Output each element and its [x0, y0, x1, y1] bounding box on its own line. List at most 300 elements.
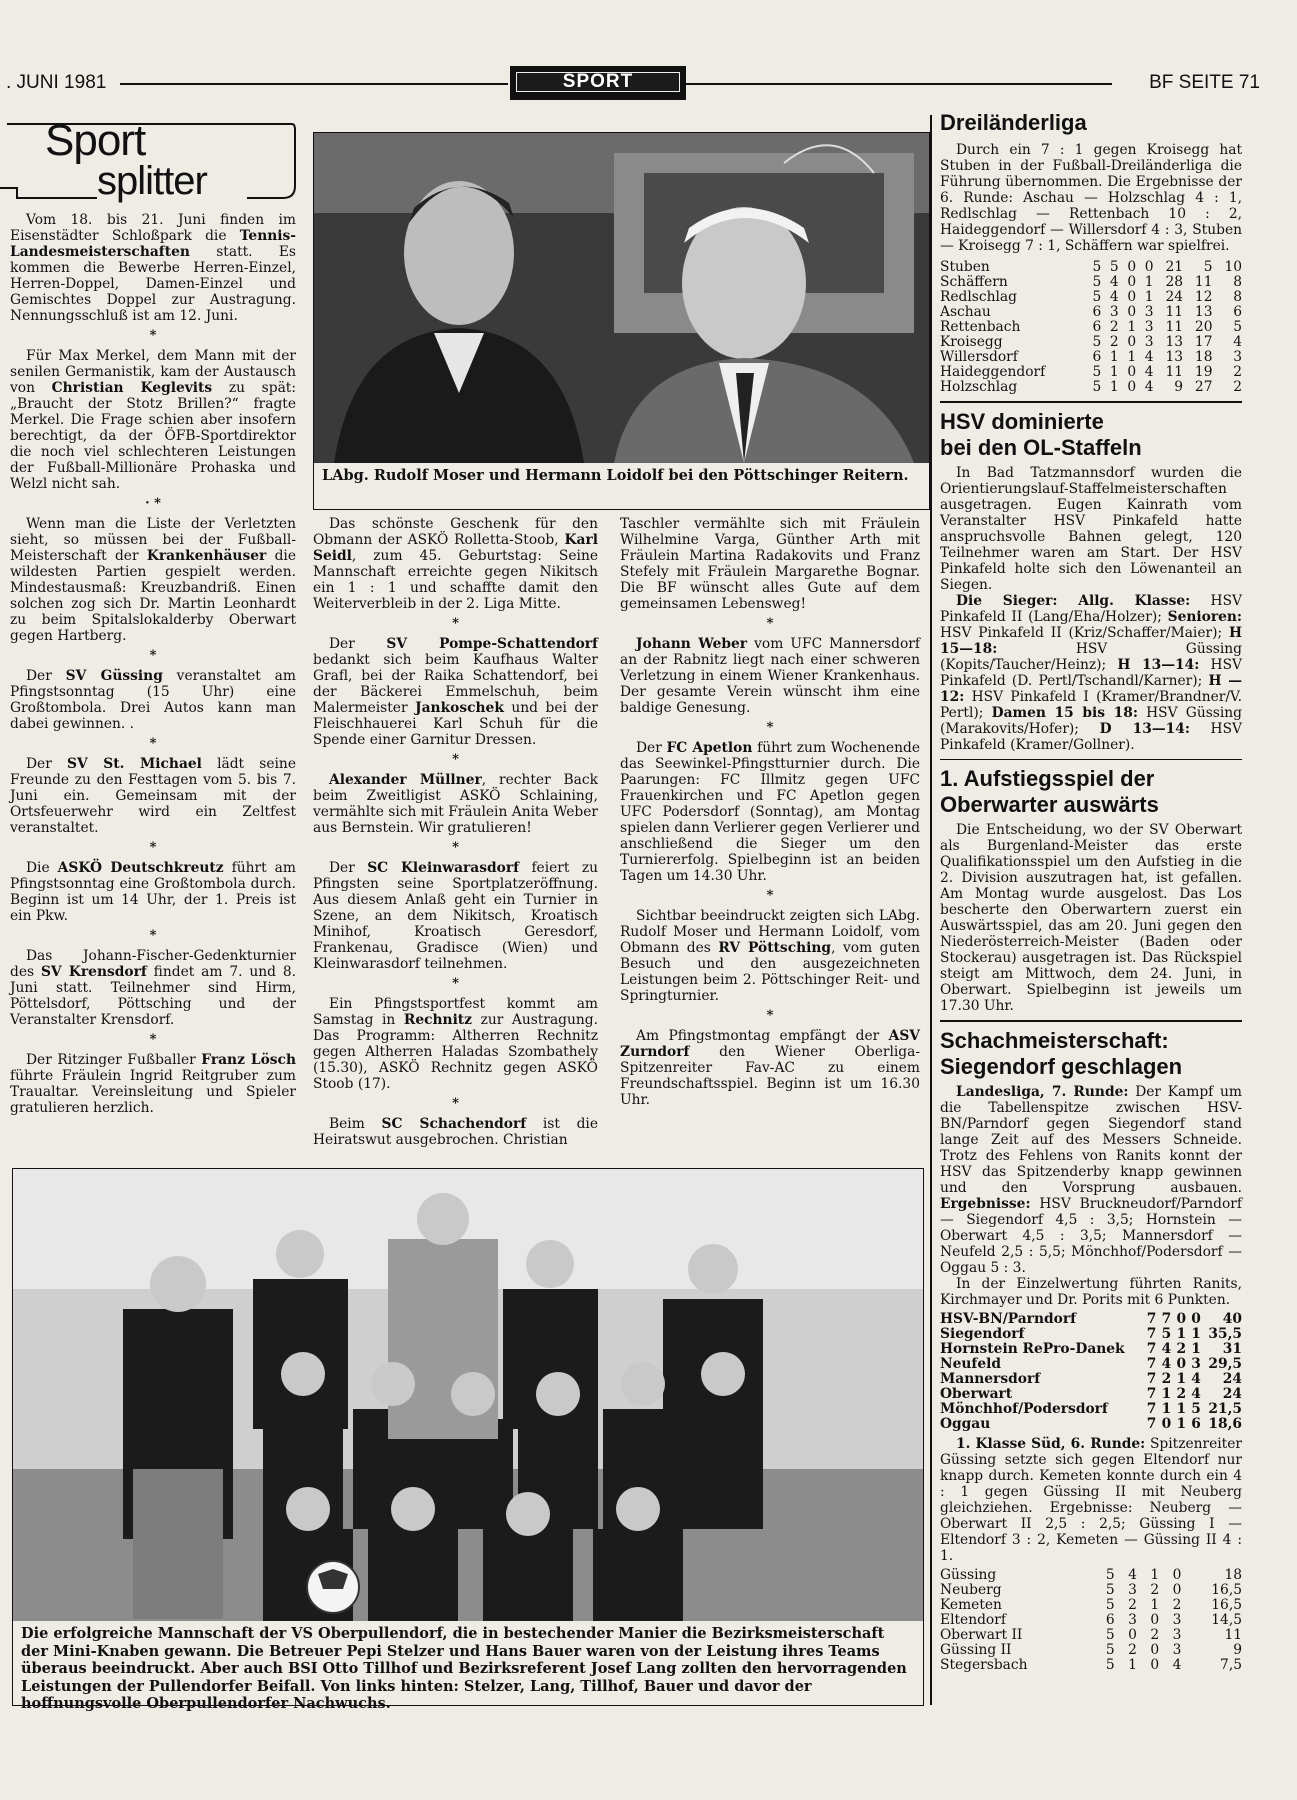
stat-cell: 1: [1161, 1385, 1172, 1402]
stat-cell: 8: [1233, 274, 1242, 290]
stat-cell: 1: [1127, 319, 1137, 335]
stat-cell: 5: [1105, 1566, 1115, 1583]
table-row: [940, 320, 1242, 335]
team-name: Haideggendorf: [940, 364, 1046, 380]
dreilaenderliga-table: [940, 260, 1242, 395]
stat-cell: 5: [1092, 364, 1102, 380]
stat-cell: 4: [1128, 1566, 1137, 1583]
news-item: [10, 212, 296, 324]
stat-cell: 7,5: [1220, 1656, 1242, 1673]
stat-cell: 7: [1146, 1325, 1157, 1342]
stat-cell: 0: [1127, 334, 1137, 350]
top-photo-box: [313, 132, 930, 510]
table-row: [940, 1312, 1242, 1327]
news-item: [313, 772, 598, 836]
text-run: Sichtbar beeindruckt zeigten sich LAbg. Rudolf Moser und Hermann Loidolf, vom Obmann des: [620, 908, 920, 956]
text-run: HSV Pinkafeld I (Kramer/Brandner/V. Pertl);: [940, 688, 1242, 721]
separator-star: *: [766, 720, 774, 735]
text-run: Beim: [329, 1116, 382, 1132]
separator-star: *: [452, 752, 459, 767]
stat-cell: 3: [1172, 1626, 1182, 1643]
text-run: und bei der Fleischhauerei Karl Schuh für die Spende einer Garnitur Dressen.: [313, 700, 598, 748]
stat-cell: 0: [1150, 1611, 1160, 1628]
stat-cell: 4: [1191, 1370, 1201, 1387]
stat-cell: 13: [1194, 304, 1213, 320]
table-row: [940, 275, 1242, 290]
table-row: [940, 1583, 1242, 1598]
stat-cell: 29,5: [1208, 1355, 1242, 1372]
team-name: Mannersdorf: [940, 1370, 1041, 1387]
header-page-number: BF SEITE 71: [1149, 72, 1260, 93]
stat-cell: 18,6: [1208, 1415, 1242, 1432]
news-item: [10, 1052, 296, 1116]
text-run: führte Fräulein Ingrid Reitgruber zum Traualtar. Vereinsleitung und Spieler gratulieren herzlich.: [10, 1068, 296, 1116]
table-row: [940, 380, 1242, 395]
stat-cell: 13: [1165, 334, 1184, 350]
stat-cell: 6: [1092, 349, 1102, 365]
table-row: [940, 1327, 1242, 1342]
bold-name: Jankoschek: [415, 700, 504, 716]
text-run: führt am Pfingstsonntag eine Großtombola durch. Beginn ist um 14 Uhr, der 1. Preis ist ein Pkw.: [10, 860, 296, 924]
text-run: zur Austragung. Das Programm: Altherren Rechnitz gegen Altherren Haladas Szombathely (15.30), ASKÖ Rechnitz gegen ASKÖ Stoob (17).: [313, 1012, 598, 1092]
stat-cell: 8: [1233, 289, 1242, 305]
news-item: [10, 348, 296, 492]
team-name: Schäffern: [940, 274, 1008, 290]
news-item: [620, 908, 920, 1004]
hsv-headline-line1: HSV dominierte: [940, 408, 1104, 434]
stat-cell: 9: [1174, 379, 1184, 395]
separator-star: *: [452, 976, 459, 991]
table-row: [940, 365, 1242, 380]
stat-cell: 7: [1146, 1355, 1157, 1372]
news-item: [620, 740, 920, 884]
bold-name: SC Schachendorf: [381, 1116, 527, 1132]
stat-cell: 1: [1176, 1325, 1187, 1342]
schach-headline-line1: Schachmeisterschaft:: [940, 1027, 1169, 1053]
bold-name: Die Sieger: Allg. Klasse:: [956, 592, 1191, 609]
news-item: [10, 860, 296, 924]
text-run: Am Pfingstmontag empfängt der: [636, 1028, 889, 1044]
text-run: HSV Bruckneudorf/Parndorf — Siegendorf 4,5 : 3,5; Hornstein — Oberwart 4,5 : 3,5; Mannersdorf — Neufeld 2,5 : 5,5; Mönchhof/Podersdorf — Oggau 5 : 3.: [940, 1195, 1242, 1276]
stat-cell: 2: [1161, 1370, 1172, 1387]
stat-cell: 0: [1127, 304, 1137, 320]
stat-cell: 6: [1105, 1611, 1115, 1628]
stat-cell: 2: [1150, 1581, 1160, 1598]
bold-name: Alexander Müllner: [329, 772, 482, 788]
text-run: HSV Pinkafeld (D. Pertl/Tschandl/Karner);: [940, 656, 1242, 689]
table-row: [940, 335, 1242, 350]
bold-name: Christian Keglevits: [51, 380, 213, 396]
bold-name: Krankenhäuser: [146, 548, 267, 564]
stat-cell: 1: [1144, 274, 1154, 290]
team-name: Siegendorf: [940, 1325, 1025, 1342]
schach-landesliga-table: [940, 1312, 1242, 1432]
team-name: Rettenbach: [940, 319, 1021, 335]
text-run: Der Ritzinger Fußballer: [26, 1052, 202, 1068]
text-run: feiert zu Pfingsten seine Sportplatzeröffnung. Aus diesem Anlaß geht ein Turnier in Szene, an dem Nikitsch, Kroatisch Minihof, Kroatisch Geresdorf, Frankenau, Gradisce (Wien) und Kleinwarasdorf teilnehmen.: [313, 860, 598, 972]
bold-name: RV Pöttsching: [718, 940, 832, 956]
text-run: Der: [26, 668, 66, 684]
news-item: [10, 756, 296, 836]
text-run: die wildesten Partien gespielt werden. Mindestausmaß: Kreuzbandriß. Einen solchen zog sich Dr. Martin Leonhardt zu beim Spitalslokalderby Oberwart gegen Hartberg.: [10, 548, 296, 644]
stat-cell: 40: [1222, 1310, 1242, 1327]
stat-cell: 11: [1165, 319, 1184, 335]
text-run: HSV Pinkafeld (Kramer/Gollner).: [940, 720, 1242, 753]
stat-cell: 5: [1092, 259, 1102, 275]
bold-name: Ergebnisse:: [940, 1195, 1031, 1212]
separator-star: *: [452, 1096, 459, 1111]
stat-cell: 12: [1194, 289, 1213, 305]
stat-cell: 14,5: [1211, 1611, 1242, 1628]
team-name: Willersdorf: [940, 349, 1018, 365]
separator-star: *: [766, 1008, 774, 1023]
bold-name: Damen 15 bis 18:: [991, 704, 1138, 721]
left-column: [10, 212, 296, 1120]
team-name: Neufeld: [940, 1355, 1002, 1372]
team-name: Aschau: [940, 304, 991, 320]
text-run: lädt seine Freunde zu den Festtagen vom 5. bis 7. Juni ein. Gemeinsam mit der Ortsfeuerwehr wird ein Zeltfest veranstaltet.: [10, 756, 296, 836]
stat-cell: 7: [1146, 1385, 1157, 1402]
stat-cell: 0: [1176, 1355, 1187, 1372]
bold-name: ASV Zurndorf: [620, 1028, 920, 1060]
team-name: Oberwart: [940, 1385, 1013, 1402]
table-row: [940, 350, 1242, 365]
stat-cell: 3: [1128, 1581, 1137, 1598]
table-row: [940, 1613, 1242, 1628]
stat-cell: 3: [1172, 1641, 1182, 1658]
text-run: Vom 18. bis 21. Juni finden im Eisenstädter Schloßpark die: [10, 212, 296, 244]
team-name: Eltendorf: [940, 1611, 1006, 1628]
hsv-text: In Bad Tatzmannsdorf wurden die Orientierungslauf-Staffelmeisterschaften ausgetragen. Eugen Kainrath vom Veranstalter HSV Pinkafeld hatte anspruchsvolle Bahnen gelegt, 120 Teilnehmer waren am Start. Der HSV Pinkafeld holte sich den Löwenanteil an Siegen.: [940, 464, 1242, 593]
text-run: findet am 7. und 8. Juni statt. Teilnehmer sind Hirm, Pöttelsdorf, Pöttsching und der Veranstalter Krensdorf.: [10, 964, 296, 1028]
stat-cell: 28: [1165, 274, 1184, 290]
stat-cell: 5: [1105, 1596, 1115, 1613]
schach-text-1: [940, 1084, 1242, 1276]
separator-star: *: [149, 328, 157, 343]
stat-cell: 0: [1128, 1626, 1137, 1643]
table-row: [940, 1643, 1242, 1658]
stat-cell: 10: [1224, 259, 1242, 275]
team-photo-box: [12, 1168, 924, 1712]
stat-cell: 3: [1191, 1355, 1201, 1372]
aufstieg-headline-line1: 1. Aufstiegsspiel der: [940, 766, 1155, 791]
bold-name: FC Apetlon: [666, 740, 753, 756]
hsv-winners: [940, 593, 1242, 753]
divider: [940, 759, 1242, 761]
bold-name: Rechnitz: [403, 1012, 473, 1028]
text-run: Der: [636, 740, 667, 756]
news-item: [313, 996, 598, 1092]
team-name: Güssing: [940, 1566, 997, 1583]
schach-text-2: In der Einzelwertung führten Ranits, Kirchmayer und Dr. Porits mit 6 Punkten.: [940, 1275, 1242, 1308]
table-row: [940, 305, 1242, 320]
stat-cell: 1: [1127, 349, 1137, 365]
text-run: HSV Pinkafeld II (Lang/Eha/Holzer);: [940, 592, 1242, 625]
stat-cell: 2: [1109, 334, 1119, 350]
stat-cell: 0: [1127, 259, 1137, 275]
stat-cell: 3: [1128, 1611, 1137, 1628]
stat-cell: 3: [1144, 334, 1154, 350]
stat-cell: 1: [1109, 349, 1119, 365]
stat-cell: 4: [1144, 364, 1154, 380]
stat-cell: 7: [1161, 1310, 1172, 1327]
stat-cell: 6: [1233, 304, 1242, 320]
text-run: Das schönste Geschenk für den Obmann der ASKÖ Rolletta-Stoob,: [313, 516, 598, 548]
table-row: [940, 260, 1242, 275]
separator-star: *: [149, 648, 157, 663]
stat-cell: 3: [1144, 304, 1154, 320]
team-photo-caption: Die erfolgreiche Mannschaft der VS Oberpullendorf, die in bestechender Manier die Bezirksmeisterschaft der Mini-Knaben gewann. Die Betreuer Pepi Stelzer und Hans Bauer waren von der Leistung ihres Teams überaus beeindruckt. Aber auch BSI Otto Tillhof und Bezirksreferent Josef Lang zollten den hervorragenden Leistungen der Pullendorfer Beifall. Von links hinten: Stelzer, Lang, Tillhof, Bauer und davor der hoffnungsvolle Oberpullendorfer Nachwuchs.: [21, 1625, 907, 1712]
team-photo-image: [13, 1169, 923, 1621]
stat-cell: 2: [1176, 1340, 1187, 1357]
team-name: Holzschlag: [940, 379, 1018, 395]
bold-name: H 15—18:: [940, 624, 1242, 657]
stat-cell: 4: [1161, 1355, 1172, 1372]
stat-cell: 1: [1191, 1325, 1201, 1342]
bold-name: Senioren:: [1167, 608, 1242, 625]
dreilaenderliga-text: Durch ein 7 : 1 gegen Kroisegg hat Stuben in der Fußball-Dreiländerliga die Führung übernommen. Die Ergebnisse der 6. Runde: Aschau — Holzschlag 4 : 1, Redlschlag — Rettenbach 10 : 2, Haideggendorf — Willersdorf 4 : 3, Stuben — Kroisegg 7 : 1, Schäffern war spielfrei.: [940, 142, 1242, 254]
team-name: Kroisegg: [940, 334, 1003, 350]
stat-cell: 0: [1161, 1415, 1172, 1432]
stat-cell: 2: [1233, 379, 1242, 395]
stat-cell: 7: [1146, 1310, 1157, 1327]
stat-cell: 3: [1233, 349, 1242, 365]
separator-star: *: [149, 736, 157, 751]
bold-name: Franz Lösch: [201, 1052, 296, 1068]
text-run: Taschler vermählte sich mit Fräulein Wilhelmine Varga, Günther Arth mit Fräulein Martina Radakovits und Franz Stefely mit Fräulein Margarethe Bognar. Die BF wünscht alles Gute auf dem gemeinsamen Lebensweg!: [620, 516, 920, 612]
stat-cell: 7: [1146, 1370, 1157, 1387]
stat-cell: 2: [1128, 1641, 1137, 1658]
table-row: [940, 1568, 1242, 1583]
stat-cell: 1: [1176, 1400, 1187, 1417]
stat-cell: 3: [1144, 319, 1154, 335]
team-name: Kemeten: [940, 1596, 1002, 1613]
bold-name: SV Pompe-Schattendorf: [386, 636, 598, 652]
bold-name: H — 12:: [940, 672, 1242, 705]
table-row: [940, 290, 1242, 305]
stat-cell: 6: [1191, 1415, 1201, 1432]
middle-column: [313, 516, 598, 1152]
stat-cell: 2: [1150, 1626, 1160, 1643]
stat-cell: 7: [1146, 1400, 1157, 1417]
team-name: Oggau: [940, 1415, 991, 1432]
text-run: veranstaltet am Pfingstsonntag (15 Uhr) eine Großtombola. Drei Autos kann man dabei gewinnen. .: [10, 668, 296, 732]
stat-cell: 5: [1092, 334, 1102, 350]
stat-cell: 2: [1233, 364, 1242, 380]
text-run: Die: [26, 860, 58, 876]
stat-cell: 21: [1165, 259, 1184, 275]
text-run: HSV Güssing (Marakovits/Hofer);: [940, 704, 1242, 737]
text-run: HSV Güssing (Kopits/Taucher/Heinz);: [940, 640, 1242, 673]
table-row: [940, 1387, 1242, 1402]
logo-word-sport: Sport: [45, 116, 146, 165]
stat-cell: 4: [1109, 289, 1119, 305]
bold-name: ASKÖ Deutschkreutz: [57, 860, 224, 876]
stat-cell: 35,5: [1208, 1325, 1242, 1342]
stat-cell: 2: [1176, 1385, 1187, 1402]
stat-cell: 24: [1222, 1370, 1242, 1387]
column-rule: [930, 115, 932, 1705]
team-name: Neuberg: [940, 1581, 1002, 1598]
text-run: den Wiener Oberliga-Spitzenreiter Fav-AC zu einem Freundschaftsspiel. Beginn ist um 16.30 Uhr.: [620, 1044, 920, 1108]
text-run: Spitzenreiter Güssing setzte sich gegen Eltendorf nur knapp durch. Kemeten konnte durch ein 4 : 1 gegen Güssing II mit Neuberg gleichziehen. Ergebnisse: Neuberg — Oberwart II 2,5 : 2,5; Güssing I — Eltendorf 3 : 2, Kemeten — Güssing II 4 : 1.: [940, 1435, 1242, 1564]
stat-cell: 27: [1194, 379, 1213, 395]
news-item: [313, 636, 598, 748]
separator-star: *: [766, 616, 774, 631]
stat-cell: 6: [1092, 304, 1102, 320]
bold-name: SC Kleinwarasdorf: [367, 860, 520, 876]
text-run: , zum 45. Geburtstag: Seine Mannschaft erreichte gegen Nikitsch ein 1 : 1 und schaffte damit den Weiterverbleib in der 2. Liga Mitte.: [313, 548, 598, 612]
stat-cell: 0: [1176, 1310, 1187, 1327]
stat-cell: 1: [1150, 1566, 1160, 1583]
stat-cell: 1: [1176, 1370, 1187, 1387]
aufstieg-headline: [940, 766, 1242, 818]
text-run: Der: [329, 636, 387, 652]
stat-cell: 9: [1233, 1641, 1242, 1658]
table-row: [940, 1598, 1242, 1613]
text-run: ist die Heiratswut ausgebrochen. Christian: [313, 1116, 599, 1148]
table-row: [940, 1417, 1242, 1432]
divider: [940, 401, 1242, 403]
top-photo-caption: LAbg. Rudolf Moser und Hermann Loidolf bei den Pöttschinger Reitern.: [322, 467, 909, 484]
stat-cell: 11: [1194, 274, 1213, 290]
news-item: [10, 516, 296, 644]
header-date: . JUNI 1981: [6, 72, 107, 93]
logo-word-splitter: splitter: [97, 159, 207, 203]
separator-star: *: [149, 840, 157, 855]
team-name: Güssing II: [940, 1641, 1012, 1658]
news-item: [10, 948, 296, 1028]
stat-cell: 1: [1191, 1340, 1201, 1357]
team-photo: [13, 1169, 923, 1621]
stat-cell: 5: [1105, 1641, 1115, 1658]
stat-cell: 2: [1128, 1596, 1137, 1613]
stat-cell: 19: [1194, 364, 1213, 380]
stat-cell: 0: [1150, 1656, 1160, 1673]
right-column: [940, 110, 1242, 1673]
text-run: , vom guten Besuch und den ausgezeichneten Leistungen beim 2. Pöttschinger Reit- und Springturnier.: [620, 940, 920, 1004]
stat-cell: 11: [1165, 304, 1184, 320]
text-run: zu spät: „Braucht der Stotz Brillen?“ fragte Merkel. Die Frage schien aber insofern berechtigt, da der ÖFB-Sportdirektor die noch viel schlechteren Leistungen der Fußball-Millionäre Prohaska und Welzl nicht sah.: [10, 380, 296, 492]
stat-cell: 1: [1109, 379, 1119, 395]
hsv-headline: [940, 409, 1242, 461]
team-name: Hornstein RePro-Danek: [940, 1340, 1125, 1357]
stat-cell: 4: [1144, 349, 1154, 365]
stat-cell: 24: [1165, 289, 1184, 305]
text-run: Das Johann-Fischer-Gedenkturnier des: [10, 948, 296, 980]
text-run: Ein Pfingstsportfest kommt am Samstag in: [313, 996, 598, 1028]
header-rule-right: [682, 83, 1112, 85]
team-name: Oberwart II: [940, 1626, 1023, 1643]
politicians-photo: [314, 133, 929, 463]
aufstieg-text: Die Entscheidung, wo der SV Oberwart als Burgenland-Meister das erste Qualifikationsspiel um den Aufstieg in die 2. Division auszutragen hat, ist gefallen. Am Montag wurde ausgelost. Das Los bescherte den Oberwartern zuerst ein Auswärtsspiel, das am 20. Juni gegen den Niederösterreich-Meister (Baden oder Stockerau) ausgetragen ist. Das Rückspiel steigt am Mittwoch, dem 24. Juni, in Oberwart. Spielbeginn ist jeweils um 17.30 Uhr.: [940, 822, 1242, 1014]
separator-star: *: [452, 840, 459, 855]
news-item: [313, 1116, 598, 1148]
stat-cell: 7: [1146, 1340, 1157, 1357]
stat-cell: 0: [1127, 289, 1137, 305]
stat-cell: 6: [1092, 319, 1102, 335]
stat-cell: 3: [1172, 1611, 1182, 1628]
table-row: [940, 1402, 1242, 1417]
hsv-headline-line2: bei den OL-Staffeln: [940, 434, 1142, 460]
stat-cell: 13: [1165, 349, 1184, 365]
stat-cell: 20: [1194, 319, 1213, 335]
stat-cell: 4: [1109, 274, 1119, 290]
news-item: [620, 516, 920, 612]
stat-cell: 0: [1191, 1310, 1201, 1327]
stat-cell: 4: [1191, 1385, 1201, 1402]
table-row: [940, 1658, 1242, 1673]
bold-name: Johann Weber: [636, 636, 748, 652]
separator-star: *: [766, 888, 774, 903]
stat-cell: 4: [1144, 379, 1154, 395]
text-run: Wenn man die Liste der Verletzten sieht, so müssen bei der Fußball-Meisterschaft der: [10, 516, 296, 564]
news-item: [620, 636, 920, 716]
team-name: Mönchhof/Podersdorf: [940, 1400, 1108, 1417]
stat-cell: 5: [1233, 319, 1242, 335]
stat-cell: 1: [1144, 289, 1154, 305]
stat-cell: 5: [1092, 289, 1102, 305]
top-photo: [314, 133, 929, 463]
header-rule-left: [120, 83, 508, 85]
table-row: [940, 1357, 1242, 1372]
stat-cell: 5: [1105, 1581, 1115, 1598]
stat-cell: 4: [1172, 1656, 1182, 1673]
text-run: Der: [329, 860, 368, 876]
bold-name: 1. Klasse Süd, 6. Runde:: [956, 1435, 1146, 1452]
third-column: [620, 516, 920, 1112]
stat-cell: 2: [1109, 319, 1119, 335]
stat-cell: 18: [1194, 349, 1213, 365]
stat-cell: 0: [1127, 274, 1137, 290]
text-run: , rechter Back beim Zweitligist ASKÖ Schlaining, vermählte sich mit Fräulein Anita Weber aus Bernstein. Wir gratulieren!: [313, 772, 598, 836]
team-name: Stuben: [940, 259, 990, 275]
stat-cell: 5: [1105, 1656, 1115, 1673]
stat-cell: 24: [1222, 1385, 1242, 1402]
schach-klasse-sued-table: [940, 1568, 1242, 1673]
stat-cell: 2: [1172, 1596, 1182, 1613]
stat-cell: 5: [1191, 1400, 1201, 1417]
stat-cell: 5: [1092, 379, 1102, 395]
news-item: [620, 1028, 920, 1108]
stat-cell: 16,5: [1211, 1596, 1242, 1613]
separator-star: · *: [145, 496, 161, 511]
table-row: [940, 1628, 1242, 1643]
stat-cell: 0: [1172, 1581, 1182, 1598]
stat-cell: 18: [1224, 1566, 1242, 1583]
divider: [940, 1020, 1242, 1022]
stat-cell: 0: [1127, 379, 1137, 395]
stat-cell: 31: [1222, 1340, 1242, 1357]
schach-headline: [940, 1028, 1242, 1080]
bold-name: Karl Seidl: [313, 532, 598, 564]
stat-cell: 0: [1172, 1566, 1182, 1583]
text-run: Für Max Merkel, dem Mann mit der senilen Germanistik, kam der Austausch von: [10, 348, 296, 396]
stat-cell: 1: [1128, 1656, 1137, 1673]
bold-name: SV St. Michael: [67, 756, 202, 772]
page-header: [0, 60, 1262, 104]
separator-star: *: [452, 616, 459, 631]
stat-cell: 5: [1109, 259, 1119, 275]
schach-headline-line2: Siegendorf geschlagen: [940, 1053, 1183, 1079]
bold-name: D 13—14:: [1099, 720, 1190, 737]
text-run: vom UFC Mannersdorf an der Rabnitz liegt nach einer schweren Verletzung in einem Wiener Krankenhaus. Der gesamte Verein wünscht ihm eine baldige Genesung.: [620, 636, 920, 716]
section-label: SPORT: [516, 72, 680, 92]
schach-text-3: [940, 1436, 1242, 1564]
team-name: HSV-BN/Parndorf: [940, 1310, 1077, 1327]
stat-cell: 3: [1109, 304, 1119, 320]
text-run: Der Kampf um die Tabellenspitze zwischen HSV-BN/Parndorf gegen Siegendorf stand lange Zeit auf des Messers Schneide. Trotz des Fehlens von Ranits konnt der HSV das Spitzenderby knapp gewinnen und den Vorsprung ausbauen.: [940, 1083, 1242, 1196]
